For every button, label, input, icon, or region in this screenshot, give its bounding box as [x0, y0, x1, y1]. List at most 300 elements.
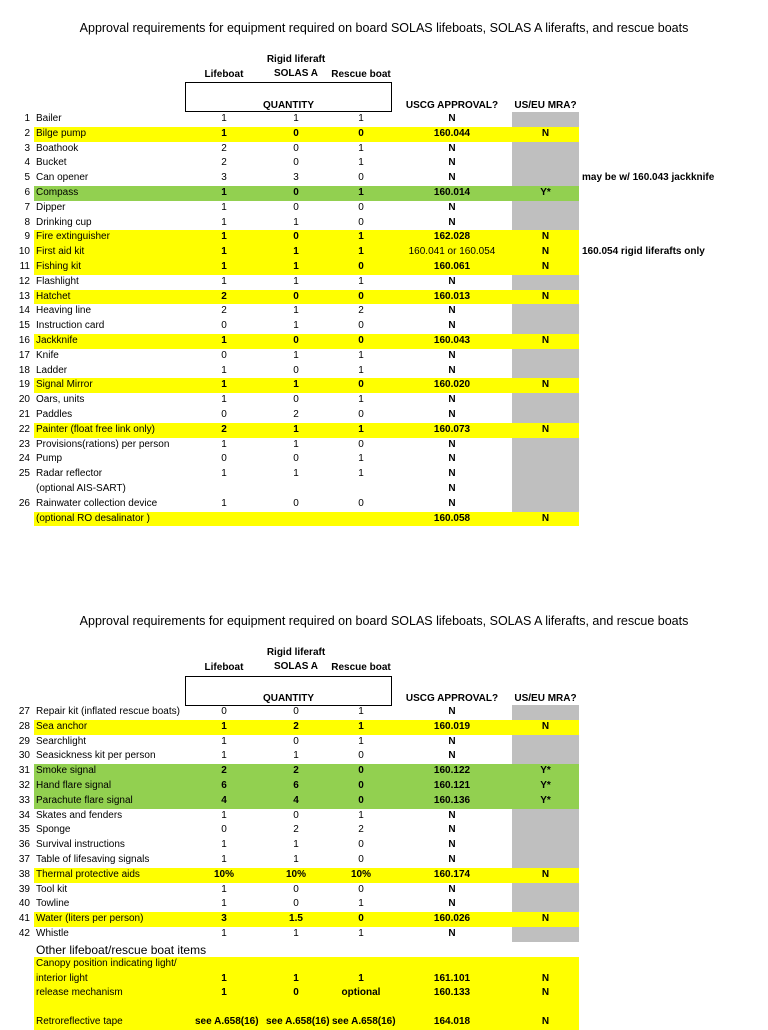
table-row — [0, 972, 768, 987]
uscg-approval: 160.058 — [433, 512, 471, 524]
qty-lifeboat: 1 — [221, 735, 227, 747]
item-name: Skates and fenders — [36, 809, 123, 821]
table-row — [0, 304, 768, 319]
qty-rigid-liferaft: 0 — [293, 809, 299, 821]
uscg-approval: N — [448, 349, 456, 361]
qty-rigid-liferaft: 1 — [293, 468, 299, 480]
mra-status: N — [541, 246, 550, 258]
row-number: 20 — [18, 394, 30, 406]
row-number: 36 — [18, 839, 30, 851]
item-name: Ladder — [36, 364, 68, 376]
col-header-quantity-2: QUANTITY — [262, 693, 315, 704]
qty-rescue-boat: 0 — [358, 839, 364, 851]
qty-rigid-liferaft: 1 — [293, 928, 299, 939]
row-number: 39 — [18, 883, 30, 895]
qty-lifeboat: 1 — [221, 809, 227, 821]
row-number: 8 — [24, 216, 30, 228]
item-name: Repair kit (inflated rescue boats) — [36, 706, 180, 717]
row-number: 18 — [18, 364, 30, 376]
mra-cell-bg — [512, 497, 579, 512]
table-row — [0, 853, 768, 868]
table-row — [0, 393, 768, 408]
qty-lifeboat: 3 — [221, 172, 227, 184]
mra-cell-bg — [512, 408, 579, 423]
mra-status: N — [541, 1016, 550, 1027]
table-row — [0, 838, 768, 853]
row-number: 27 — [18, 706, 30, 717]
item-name: Smoke signal — [36, 765, 97, 777]
qty-lifeboat: 2 — [221, 142, 227, 154]
qty-lifeboat: 1 — [221, 275, 227, 287]
item-name: Bailer — [36, 113, 62, 124]
table-row — [0, 467, 768, 482]
mra-cell-bg — [512, 853, 579, 868]
row-number: 4 — [24, 157, 30, 169]
table-row — [0, 156, 768, 171]
mra-cell-bg — [512, 823, 579, 838]
uscg-approval: N — [448, 172, 456, 184]
col-header-rigid-liferaft — [258, 54, 334, 79]
item-name: Flashlight — [36, 275, 79, 287]
qty-rescue-boat: optional — [341, 987, 381, 998]
row-number: 16 — [18, 335, 30, 346]
qty-rigid-liferaft: 0 — [293, 231, 299, 243]
qty-lifeboat: 0 — [221, 320, 227, 332]
qty-lifeboat: 1 — [221, 854, 227, 865]
qty-rigid-liferaft: 10% — [285, 868, 306, 880]
item-name: interior light — [36, 972, 88, 984]
uscg-approval: N — [448, 497, 456, 509]
col-header-lifeboat: Lifeboat — [204, 69, 244, 80]
qty-lifeboat: 0 — [221, 824, 227, 836]
col-header-rigid-liferaft-2 — [258, 647, 334, 672]
qty-rescue-boat: 0 — [358, 290, 364, 302]
qty-rescue-boat: 0 — [358, 780, 364, 791]
row-number: 28 — [18, 720, 30, 732]
qty-rescue-boat: 1 — [358, 231, 364, 243]
row-number: 5 — [24, 172, 30, 184]
item-name: Boathook — [36, 142, 79, 154]
table-row — [0, 764, 768, 779]
table-row — [0, 482, 768, 497]
qty-rigid-liferaft: 1 — [293, 113, 299, 124]
uscg-approval: 160.174 — [433, 868, 471, 880]
qty-rescue-boat: 2 — [358, 824, 364, 836]
qty-rescue-boat: 0 — [358, 172, 364, 184]
qty-lifeboat: 0 — [221, 706, 227, 717]
uscg-approval: N — [448, 320, 456, 332]
row-number: 24 — [18, 453, 30, 465]
qty-lifeboat: 1 — [221, 127, 227, 139]
mra-cell-bg — [512, 201, 579, 216]
row-number: 25 — [18, 468, 30, 480]
uscg-approval: N — [448, 216, 456, 228]
row-note: 160.054 rigid liferafts only — [582, 246, 705, 258]
table-row — [0, 186, 768, 201]
qty-lifeboat: 1 — [221, 438, 227, 450]
mra-status: Y* — [540, 794, 551, 806]
table-row — [0, 1001, 768, 1016]
item-name: Seasickness kit per person — [36, 750, 156, 762]
table-row — [0, 349, 768, 364]
uscg-approval: 160.020 — [433, 379, 471, 391]
row-number: 14 — [18, 305, 30, 317]
item-name: Hatchet — [36, 290, 71, 302]
qty-lifeboat: 2 — [221, 423, 227, 435]
col-header-rigid-line2-2: SOLAS A — [273, 661, 319, 672]
qty-rigid-liferaft: 0 — [293, 157, 299, 169]
table-row — [0, 438, 768, 453]
row-number: 1 — [24, 113, 30, 124]
row-number: 38 — [18, 868, 30, 880]
row-number: 33 — [18, 794, 30, 806]
col-header-rigid-line2: SOLAS A — [273, 68, 319, 79]
qty-rigid-liferaft: 1 — [293, 216, 299, 228]
row-note: may be w/ 160.043 jackknife — [582, 172, 715, 184]
qty-rigid-liferaft: 0 — [293, 735, 299, 747]
item-name: (optional RO desalinator ) — [36, 512, 150, 524]
uscg-approval: N — [448, 928, 456, 939]
mra-cell-bg — [512, 1001, 579, 1016]
mra-status: N — [541, 987, 550, 998]
row-number: 19 — [18, 379, 30, 391]
mra-status: N — [541, 231, 550, 243]
row-number: 15 — [18, 320, 30, 332]
qty-lifeboat: 1 — [221, 839, 227, 851]
item-name: Dipper — [36, 201, 66, 213]
uscg-approval: 160.044 — [433, 127, 471, 139]
mra-cell-bg — [512, 216, 579, 231]
item-name: Searchlight — [36, 735, 87, 747]
qty-rescue-boat: 1 — [358, 928, 364, 939]
table-row — [0, 868, 768, 883]
qty-rigid-liferaft: 0 — [293, 142, 299, 154]
table-row — [0, 290, 768, 305]
col-header-mra-2: US/EU MRA? — [514, 693, 577, 704]
qty-rescue-boat: 1 — [358, 187, 364, 198]
mra-cell-bg — [512, 467, 579, 482]
mra-cell-bg — [512, 171, 579, 186]
qty-rigid-liferaft: 2 — [293, 765, 299, 777]
mra-cell-bg — [512, 304, 579, 319]
qty-lifeboat: 1 — [221, 497, 227, 509]
mra-cell-bg — [512, 156, 579, 171]
qty-rigid-liferaft: 0 — [293, 201, 299, 213]
qty-rescue-boat: 0 — [358, 409, 364, 420]
row-number: 3 — [24, 142, 30, 154]
mra-cell-bg — [512, 275, 579, 290]
mra-status: N — [541, 868, 550, 880]
table-row — [0, 957, 768, 972]
qty-rigid-liferaft: 1 — [293, 854, 299, 865]
mra-cell-bg — [512, 735, 579, 750]
col-header-rescue-boat-2: Rescue boat — [331, 662, 391, 673]
item-name: Sea anchor — [36, 720, 88, 732]
uscg-approval: N — [448, 275, 456, 287]
uscg-approval: 164.018 — [433, 1016, 471, 1027]
qty-lifeboat: 1 — [221, 987, 227, 998]
uscg-approval: N — [448, 142, 456, 154]
qty-lifeboat: 1 — [221, 972, 227, 984]
table-row — [0, 216, 768, 231]
uscg-approval: N — [448, 839, 456, 851]
qty-rescue-boat: 0 — [358, 335, 364, 346]
qty-rigid-liferaft: 0 — [293, 290, 299, 302]
item-name: Sponge — [36, 824, 71, 836]
uscg-approval: 160.041 or 160.054 — [408, 246, 496, 258]
mra-status: N — [541, 913, 550, 925]
qty-lifeboat: 1 — [221, 335, 227, 346]
uscg-approval: 160.019 — [433, 720, 471, 732]
item-name: Table of lifesaving signals — [36, 854, 150, 865]
qty-rigid-liferaft: 0 — [293, 883, 299, 895]
qty-lifeboat: 4 — [221, 794, 227, 806]
item-name: Heaving line — [36, 305, 92, 317]
mra-cell-bg — [512, 927, 579, 942]
qty-rescue-boat: 1 — [358, 898, 364, 910]
mra-status: N — [541, 127, 550, 139]
mra-status: N — [541, 261, 550, 272]
qty-rescue-boat: 1 — [358, 809, 364, 821]
table-row — [0, 142, 768, 157]
uscg-approval: 160.043 — [433, 335, 471, 346]
mra-status: N — [541, 290, 550, 302]
item-name: Provisions(rations) per person — [36, 438, 170, 450]
qty-rescue-boat: 0 — [358, 497, 364, 509]
row-number: 2 — [24, 127, 30, 139]
qty-rigid-liferaft: 0 — [293, 394, 299, 406]
qty-rigid-liferaft: 0 — [293, 898, 299, 910]
qty-rigid-liferaft: 1 — [293, 438, 299, 450]
qty-rescue-boat: 0 — [358, 261, 364, 272]
row-number: 9 — [24, 231, 30, 243]
qty-rescue-boat: 1 — [358, 157, 364, 169]
qty-rescue-boat: 0 — [358, 750, 364, 762]
mra-cell-bg — [512, 438, 579, 453]
table-row — [0, 245, 768, 260]
table-row — [0, 512, 768, 527]
row-number: 34 — [18, 809, 30, 821]
table-row — [0, 452, 768, 467]
qty-lifeboat: 1 — [221, 394, 227, 406]
col-header-uscg-2: USCG APPROVAL? — [405, 693, 499, 704]
qty-rigid-liferaft: 1.5 — [289, 913, 303, 925]
item-name: Water (liters per person) — [36, 913, 144, 925]
row-number: 13 — [18, 290, 30, 302]
uscg-approval: N — [448, 394, 456, 406]
uscg-approval: 160.133 — [433, 987, 471, 998]
uscg-approval: N — [448, 157, 456, 169]
qty-lifeboat: 0 — [221, 453, 227, 465]
row-highlight — [34, 1001, 512, 1016]
table-row — [0, 720, 768, 735]
row-number: 21 — [18, 409, 30, 420]
qty-rigid-liferaft: 0 — [293, 706, 299, 717]
item-name: release mechanism — [36, 987, 123, 998]
mra-status: N — [541, 423, 550, 435]
table-row — [0, 201, 768, 216]
item-name: Instruction card — [36, 320, 105, 332]
item-name: Hand flare signal — [36, 780, 112, 791]
table-row — [0, 823, 768, 838]
page-title-1: Approval requirements for equipment required on board SOLAS lifeboats, SOLAS A liferafts, and rescue boats — [79, 21, 689, 35]
mra-cell-bg — [512, 809, 579, 824]
mra-cell-bg — [512, 749, 579, 764]
mra-cell-bg — [512, 838, 579, 853]
col-header-rescue-boat: Rescue boat — [331, 69, 391, 80]
mra-status: N — [541, 720, 550, 732]
uscg-approval: N — [448, 706, 456, 717]
item-name: Signal Mirror — [36, 379, 93, 391]
qty-rigid-liferaft: 3 — [293, 172, 299, 184]
qty-rescue-boat: 1 — [358, 468, 364, 480]
qty-lifeboat: 1 — [221, 898, 227, 910]
uscg-approval: 160.122 — [433, 765, 471, 777]
uscg-approval: N — [448, 305, 456, 317]
qty-lifeboat: 1 — [221, 246, 227, 258]
qty-rescue-boat: 0 — [358, 379, 364, 391]
item-name: Bucket — [36, 157, 67, 169]
mra-status: Y* — [540, 780, 551, 791]
qty-rescue-boat: 0 — [358, 320, 364, 332]
uscg-approval: 160.014 — [433, 187, 471, 198]
uscg-approval: 160.013 — [433, 290, 471, 302]
item-name: Oars, units — [36, 394, 85, 406]
table-row — [0, 112, 768, 127]
mra-status: N — [541, 379, 550, 391]
qty-lifeboat: 10% — [213, 868, 234, 880]
uscg-approval: 160.136 — [433, 794, 471, 806]
row-number: 17 — [18, 349, 30, 361]
row-number: 37 — [18, 854, 30, 865]
mra-cell-bg — [512, 705, 579, 720]
mra-status: N — [541, 972, 550, 984]
qty-rescue-boat: 1 — [358, 275, 364, 287]
uscg-approval: N — [448, 735, 456, 747]
uscg-approval: 160.026 — [433, 913, 471, 925]
item-name: Pump — [36, 453, 63, 465]
page-title-2: Approval requirements for equipment required on board SOLAS lifeboats, SOLAS A liferafts, and rescue boats — [79, 614, 689, 628]
table-row — [0, 883, 768, 898]
mra-cell-bg — [512, 393, 579, 408]
table-row — [0, 735, 768, 750]
table-row — [0, 779, 768, 794]
qty-lifeboat: 2 — [221, 305, 227, 317]
mra-status: Y* — [540, 765, 551, 777]
item-name: Parachute flare signal — [36, 794, 133, 806]
qty-lifeboat: 2 — [221, 290, 227, 302]
qty-rescue-boat: 1 — [358, 706, 364, 717]
row-number: 42 — [18, 928, 30, 939]
table-row — [0, 230, 768, 245]
uscg-approval: N — [448, 750, 456, 762]
qty-lifeboat: 0 — [221, 409, 227, 420]
item-name: Compass — [36, 187, 79, 198]
qty-rigid-liferaft: 0 — [293, 364, 299, 376]
qty-lifeboat: 1 — [221, 261, 227, 272]
qty-lifeboat: 1 — [221, 720, 227, 732]
table-row — [0, 1015, 768, 1030]
qty-rescue-boat: see A.658(16) — [332, 1016, 396, 1027]
qty-lifeboat: 1 — [221, 928, 227, 939]
qty-rescue-boat: 1 — [358, 453, 364, 465]
item-name: Towline — [36, 898, 70, 910]
qty-rigid-liferaft: 0 — [293, 497, 299, 509]
uscg-approval: 160.121 — [433, 780, 471, 791]
qty-rigid-liferaft: 0 — [293, 127, 299, 139]
qty-rigid-liferaft: 1 — [293, 750, 299, 762]
qty-rescue-boat: 10% — [350, 868, 371, 880]
table-row — [0, 897, 768, 912]
uscg-approval: N — [448, 809, 456, 821]
qty-rescue-boat: 0 — [358, 883, 364, 895]
qty-rescue-boat: 1 — [358, 423, 364, 435]
row-number: 35 — [18, 824, 30, 836]
item-name: Jackknife — [36, 335, 78, 346]
qty-rigid-liferaft: see A.658(16) — [266, 1016, 330, 1027]
qty-rigid-liferaft: 1 — [293, 972, 299, 984]
item-name: Canopy position indicating light/ — [36, 958, 177, 969]
col-header-uscg: USCG APPROVAL? — [405, 100, 499, 111]
table-row — [0, 260, 768, 275]
qty-rescue-boat: 1 — [358, 113, 364, 124]
uscg-approval: N — [448, 113, 456, 124]
uscg-approval: N — [448, 438, 456, 450]
uscg-approval: N — [448, 201, 456, 213]
qty-lifeboat: 1 — [221, 201, 227, 213]
qty-lifeboat: 1 — [221, 187, 227, 198]
qty-rigid-liferaft: 0 — [293, 335, 299, 346]
row-number: 41 — [18, 913, 30, 925]
mra-status: Y* — [540, 187, 551, 198]
uscg-approval: N — [448, 364, 456, 376]
item-name: Can opener — [36, 172, 89, 184]
mra-cell-bg — [512, 957, 579, 972]
row-number: 40 — [18, 898, 30, 910]
table-row — [0, 127, 768, 142]
item-name: Tool kit — [36, 883, 68, 895]
qty-rescue-boat: 0 — [358, 913, 364, 925]
row-number: 26 — [18, 497, 30, 509]
table-row — [0, 794, 768, 809]
col-header-mra: US/EU MRA? — [514, 100, 577, 111]
table-row — [0, 497, 768, 512]
uscg-approval: N — [448, 824, 456, 836]
mra-cell-bg — [512, 452, 579, 467]
qty-lifeboat: see A.658(16) — [195, 1016, 259, 1027]
qty-rescue-boat: 1 — [358, 364, 364, 376]
qty-rescue-boat: 0 — [358, 438, 364, 450]
row-number: 22 — [18, 423, 30, 435]
qty-lifeboat: 2 — [221, 765, 227, 777]
item-name: Bilge pump — [36, 127, 87, 139]
uscg-approval: N — [448, 854, 456, 865]
qty-rigid-liferaft: 1 — [293, 839, 299, 851]
qty-rigid-liferaft: 6 — [293, 780, 299, 791]
table-row — [0, 749, 768, 764]
qty-lifeboat: 1 — [221, 231, 227, 243]
mra-status: N — [541, 335, 550, 346]
col-header-rigid-line1-2: Rigid liferaft — [266, 647, 326, 658]
qty-lifeboat: 1 — [221, 364, 227, 376]
uscg-approval: 160.061 — [433, 261, 471, 272]
row-number: 32 — [18, 780, 30, 791]
qty-rigid-liferaft: 0 — [293, 187, 299, 198]
qty-rescue-boat: 1 — [358, 394, 364, 406]
qty-rescue-boat: 1 — [358, 246, 364, 258]
mra-cell-bg — [512, 112, 579, 127]
qty-rigid-liferaft: 1 — [293, 320, 299, 332]
